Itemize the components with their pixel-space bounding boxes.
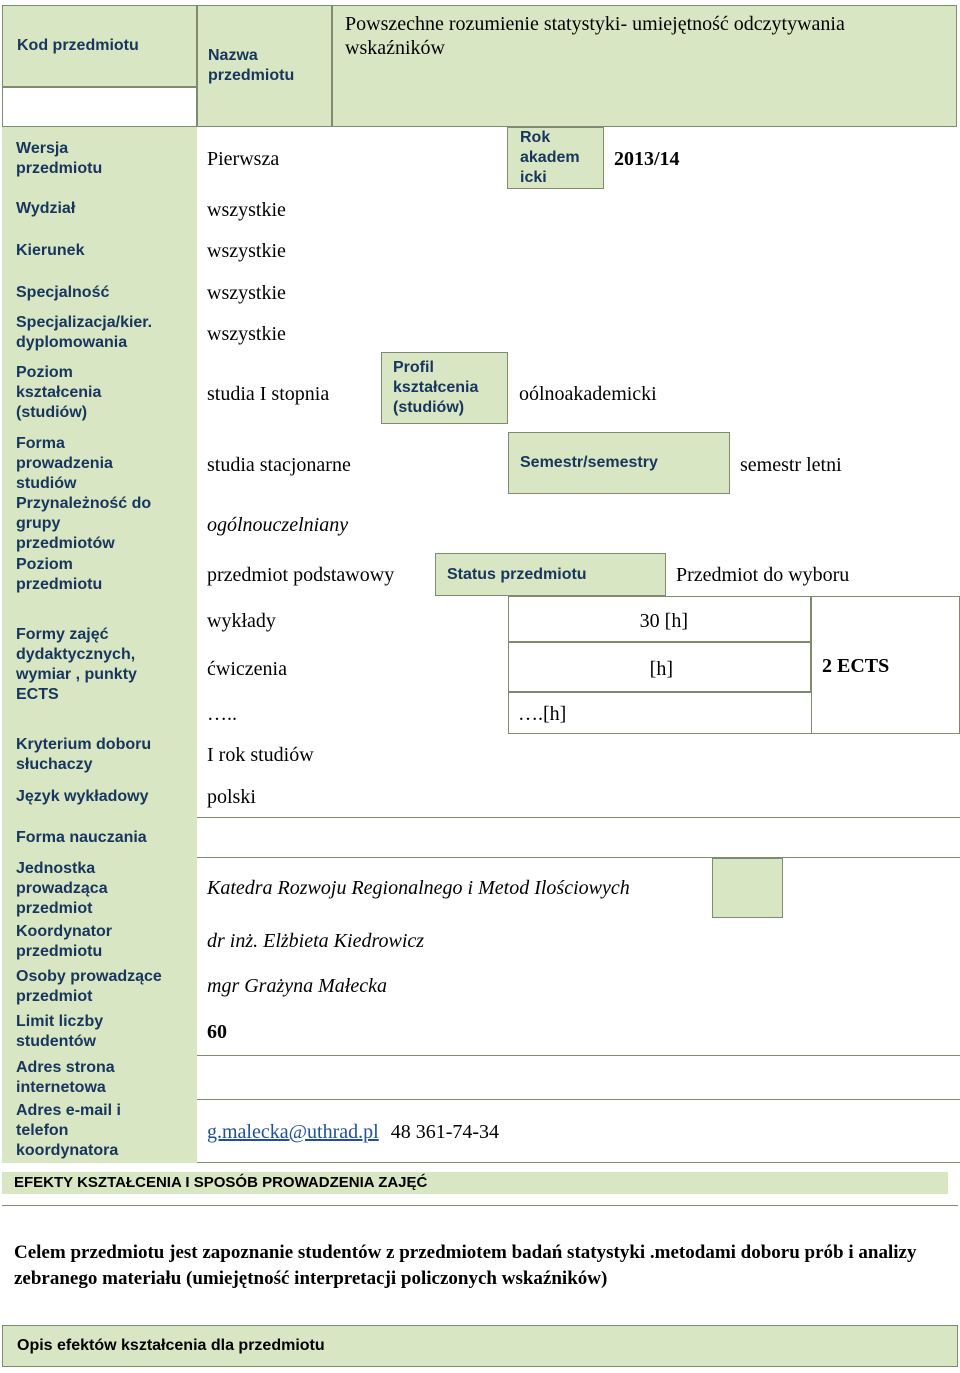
formy-zajec-label: Formy zajęć dydaktycznych, wymiar , punkty ECTS	[16, 626, 137, 703]
cel-przedmiotu-text: Celem przedmiotu jest zapoznanie studentów z przedmiotem badań statystyki .metodami doboru prób i analizy zebranego materiału (umiejętność interpretacji policzonych wskaźników)	[14, 1242, 917, 1289]
profil-label: Profil kształcenia (studiów)	[381, 352, 508, 424]
specjalizacja-label: Specjalizacja/kier. dyplomowania	[16, 314, 153, 351]
forma-zajec-1-hours: 30 [h]	[639, 610, 688, 632]
adres-www-value	[207, 1064, 607, 1092]
przynaleznosc-label: Przynależność do grupy przedmiotów	[16, 495, 152, 552]
jednostka-value: Katedra Rozwoju Regionalnego i Metod Ilościowych	[207, 877, 630, 899]
forma-zajec-2-name: ćwiczenia	[207, 658, 287, 680]
jednostka-label: Jednostka prowadząca przedmiot	[16, 860, 108, 917]
semestr-value: semestr letni	[740, 454, 842, 476]
kierunek-label: Kierunek	[16, 242, 85, 259]
shaded-cell	[712, 858, 783, 918]
phone-value: 48 361-74-34	[390, 1121, 500, 1143]
row-divider	[197, 817, 960, 818]
forma-nauczania-label: Forma nauczania	[16, 829, 147, 846]
opis-efektow-heading: Opis efektów kształcenia dla przedmiotu	[2, 1325, 958, 1367]
forma-zajec-1-name: wykłady	[207, 610, 276, 632]
koordynator-label: Koordynator przedmiotu	[16, 923, 112, 960]
wersja-value: Pierwsza	[207, 148, 280, 170]
jezyk-label: Język wykładowy	[16, 788, 149, 805]
status-label: Status przedmiotu	[435, 553, 666, 596]
email-value-row	[207, 1118, 707, 1146]
wydzial-label: Wydział	[16, 200, 76, 217]
poziom-ksztalcenia-value: studia I stopnia	[207, 383, 330, 405]
forma-prowadzenia-label: Forma prowadzenia studiów	[16, 435, 113, 492]
ects-value: 2 ECTS	[822, 655, 890, 677]
forma-zajec-2-hours: [h]	[649, 658, 673, 680]
kryterium-value: I rok studiów	[207, 744, 314, 766]
email-label: Adres e-mail i telefon koordynatora	[16, 1102, 121, 1159]
nazwa-przedmiotu-value: Powszechne rozumienie statystyki- umiejętność odczytywania wskaźników	[332, 5, 957, 127]
kod-przedmiotu-value	[2, 87, 197, 127]
forma-nauczania-value	[207, 824, 607, 852]
row-divider	[197, 1099, 960, 1100]
row-divider	[197, 857, 960, 858]
forma-prowadzenia-value: studia stacjonarne	[207, 454, 351, 476]
jezyk-value: polski	[207, 786, 256, 808]
rok-akademicki-value: 2013/14	[614, 148, 680, 170]
row-divider	[197, 1162, 960, 1163]
adres-www-label: Adres strona internetowa	[16, 1059, 115, 1096]
przynaleznosc-value: ogólnouczelniany	[207, 514, 349, 536]
specjalnosc-label: Specjalność	[16, 284, 110, 301]
forma-zajec-3-name: …..	[207, 703, 237, 725]
email-link[interactable]: g.malecka@uthrad.pl	[207, 1121, 379, 1143]
poziom-przedmiotu-value: przedmiot podstawowy	[207, 564, 395, 586]
profil-value: oólnoakademicki	[519, 383, 657, 405]
osoby-prowadzace-label: Osoby prowadzące przedmiot	[16, 968, 162, 1005]
rok-akademicki-label: Rok akadem icki	[507, 127, 604, 189]
wydzial-value: wszystkie	[207, 199, 286, 221]
semestr-label: Semestr/semestry	[508, 432, 730, 494]
specjalizacja-value: wszystkie	[207, 323, 286, 345]
osoby-prowadzace-value: mgr Grażyna Małecka	[207, 975, 387, 997]
status-value: Przedmiot do wyboru	[676, 564, 850, 586]
kryterium-label: Kryterium doboru słuchaczy	[16, 736, 152, 773]
poziom-ksztalcenia-label: Poziom kształcenia (studiów)	[16, 364, 102, 421]
row-divider	[197, 1055, 960, 1056]
limit-value: 60	[207, 1021, 227, 1043]
poziom-przedmiotu-label: Poziom przedmiotu	[16, 556, 103, 593]
nazwa-przedmiotu-label: Nazwa przedmiotu	[197, 5, 332, 127]
wersja-label: Wersja przedmiotu	[16, 140, 103, 177]
forma-zajec-3-hours: ….[h]	[518, 703, 567, 725]
efekty-heading: EFEKTY KSZTAŁCENIA I SPOSÓB PROWADZENIA ZAJĘĆ	[2, 1172, 948, 1194]
kierunek-value: wszystkie	[207, 240, 286, 262]
koordynator-value: dr inż. Elżbieta Kiedrowicz	[207, 930, 425, 952]
limit-label: Limit liczby studentów	[16, 1013, 104, 1050]
section-divider	[2, 1205, 958, 1206]
kod-przedmiotu-label: Kod przedmiotu	[2, 5, 197, 87]
specjalnosc-value: wszystkie	[207, 282, 286, 304]
